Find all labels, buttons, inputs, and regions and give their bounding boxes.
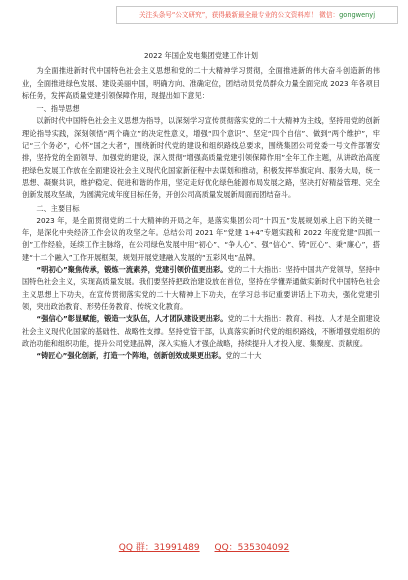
section-heading-guiding-thought: 一、指导思想 (36, 104, 80, 114)
paragraph-mingchuxin: “明初心”聚焦传承，锻炼一流素养，党建引领价值更出彩。党的二十大指出：坚持中国共产党领导，坚持中国特色社会主义，实现高质量发展。我们要坚持把政治建设放在首位，坚持在学懂弄通做实新时代中国特色社会主义思想上下功夫，在宣传贯彻落实党的二十大精神上下功夫，在学习总书记重要讲话上下功夫，强化党建引领，突出政治教育、形势任务教育、传统文化教育。 (22, 265, 380, 311)
paragraph-zhujiangxin: “铸匠心”强化创新，打造一个阵地，创新创效成果更出彩。党的二十大 (36, 351, 262, 361)
paragraph-guiding-thought: 以新时代中国特色社会主义思想为指导，以深刻学习宣传贯彻落实党的二十大精神为主线，坚持用党的创新理论指导实践，深刻领悟“两个确立”的决定性意义，增强“四个意识”、坚定“四个自信”、做到“两个维护”，牢记“三个务必”，心怀“国之大者”，围绕新时代党的建设和组织路线总要求，围绕集团公司党委一号文件部署安排，坚持党的全面领导、加强党的建设，深入贯彻“增强高质量党建引领保障作用”全年工作主题，从讲政治高度把绿色发展工作放在全面建设社会主义现代化国家新征程中去谋划和推动，积极发挥举旗定向、服务大局，统一思想、凝聚共识，维护稳定、促进和谐的作用，坚定走好优化绿色能源布局发展之路，坚决打好精益管理、完全创新发展攻坚战，为圆满完成年度目标任务，开创公司高质量发展新局面而团结奋斗。 (22, 116, 380, 200)
paragraph-qiangxinxin: “强信心”彰显赋能，锻造一支队伍，人才团队建设更出彩。党的二十大指出：教育、科技、人才是全面建设社会主义现代化国家的基础性、战略性支撑。坚持党管干部，认真落实新时代党的组织路线，不断增强党组织的政治功能和组织功能，提升公司党建品牌，深入实施人才强企战略，持续提升人才投入度、集聚度、贡献度。 (22, 314, 380, 348)
banner-wechat-id: gongwenyj (339, 11, 376, 19)
footer-contact (0, 540, 408, 554)
banner-text: 关注头条号“公文研究”，获得最新最全最专业的公文资料库！ 微信： (138, 11, 340, 19)
qq-number-link[interactable]: QQ：535304092 (214, 543, 290, 553)
document-title: 2022 年国企发电集团党建工作计划 (143, 51, 258, 60)
paragraph-main-goals: 2023 年，是全面贯彻党的二十大精神的开局之年，是落实集团公司“十四五”发展规划承上启下的关键一年，是深化中央经济工作会议的攻坚之年。总结公司 2021 年“党建 1+4”专题实践和 2022 年度党建“四抓一创”工作经验，延续工作主脉络，在公司绿色发展中用“初心”、“争人心”、强“信心”、铸“匠心”、秉“廉心”，搭建“十二个融入”工作开展框架，规划开展党建融入发展的“五彩风电”品牌。 (22, 215, 380, 262)
lead-phrase: “明初心”聚焦传承，锻炼一流素养，党建引领价值更出彩。 (36, 265, 228, 275)
document-body (22, 50, 380, 362)
lead-phrase: “铸匠心”强化创新，打造一个阵地，创新创效成果更出彩。 (36, 351, 226, 361)
promo-banner (116, 6, 398, 24)
qq-group-link[interactable]: QQ 群：31991489 (118, 543, 200, 553)
paragraph-intro: 为全面推进新时代中国特色社会主义思想和党的二十大精神学习贯彻，全面推进新的伟大奋斗创造新的伟业，全面推进绿色发展、建设美丽中国，明确方向、准确定位，团结动员党员群众力量全面完成 2023 年各项目标任务，发挥高质量党建引领保障作用，现提出如下意见： (22, 66, 380, 100)
section-heading-main-goals: 二、主要目标 (36, 203, 80, 213)
lead-phrase: “强信心”彰显赋能，锻造一支队伍，人才团队建设更出彩。 (36, 314, 228, 324)
